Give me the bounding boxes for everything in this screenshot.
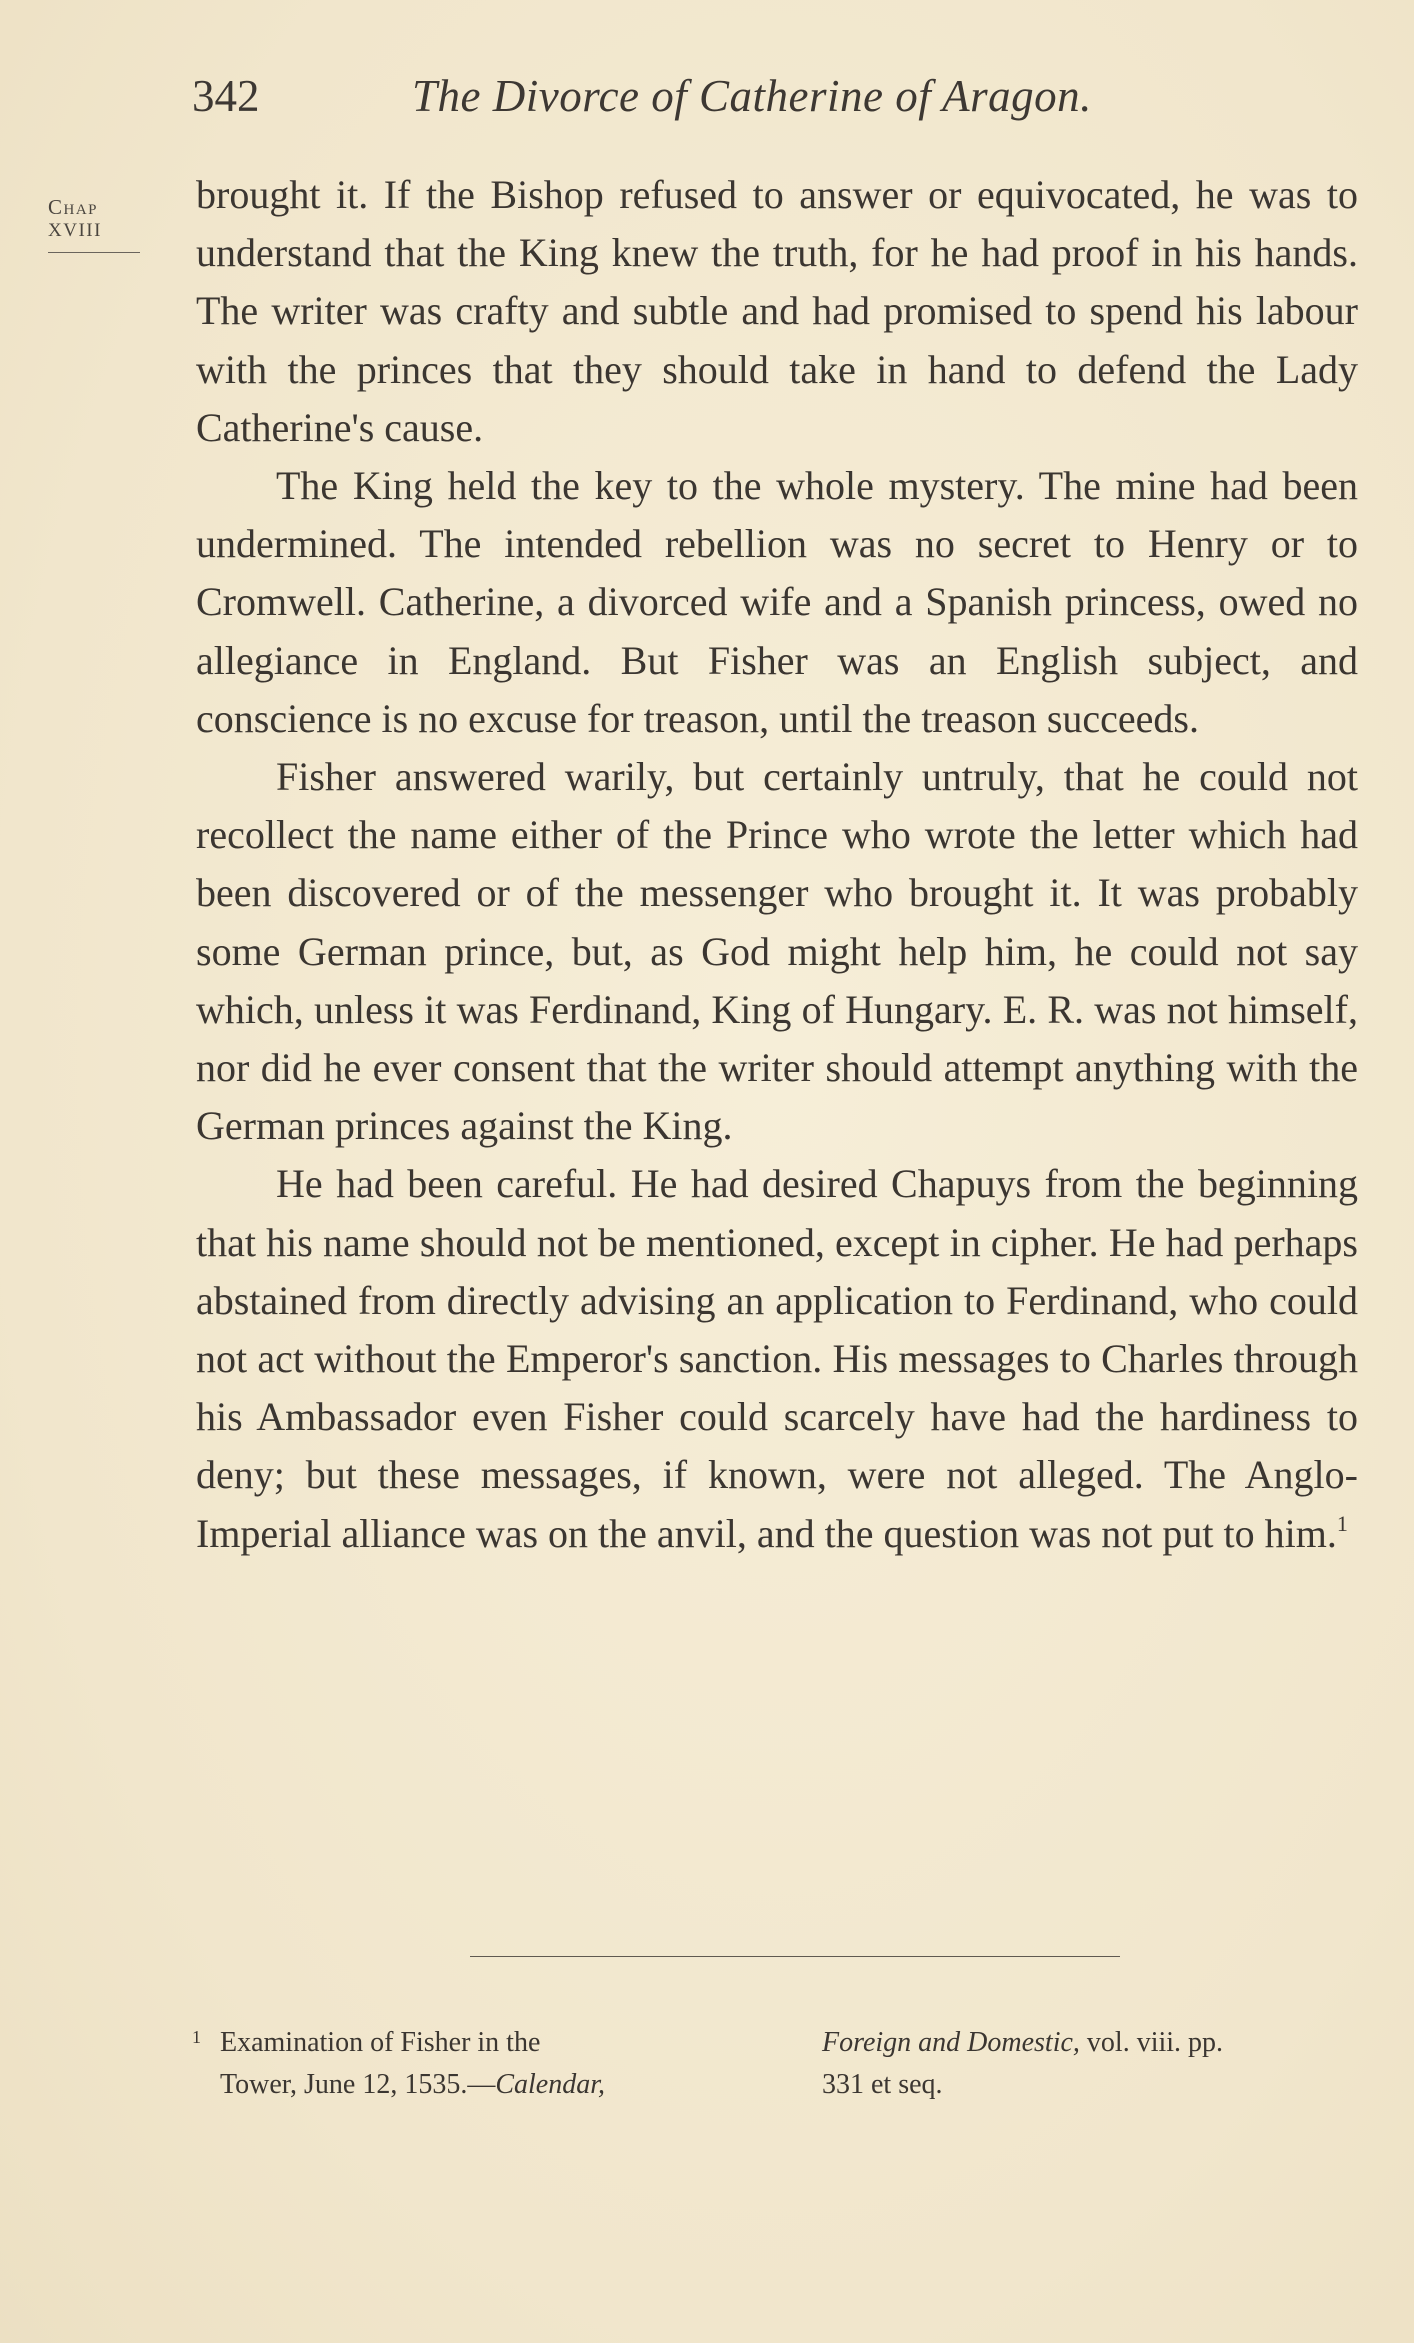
chapter-rule bbox=[48, 252, 140, 253]
footnote-right-line-1-italic: Foreign and Domestic, bbox=[822, 2027, 1080, 2058]
chapter-numeral: XVIII bbox=[48, 220, 102, 241]
footnote-right-line-1 bbox=[822, 2022, 1382, 2064]
chapter-word: Chap bbox=[48, 195, 99, 219]
footnote-left-line-2 bbox=[220, 2064, 780, 2106]
paragraph-4 bbox=[196, 1155, 1358, 1562]
footnote-right-line-2: 331 et seq. bbox=[822, 2069, 943, 2100]
footnote-right-line-1-plain: vol. viii. pp. bbox=[1079, 2027, 1224, 2058]
footnote-reference: 1 bbox=[1336, 1510, 1348, 1536]
running-title: The Divorce of Catherine of Aragon. bbox=[412, 71, 1092, 121]
footnote-rule bbox=[470, 1956, 1120, 1957]
footnote-marker: 1 bbox=[192, 2027, 201, 2047]
paragraph-4-text: He had been careful. He had desired Chapuys from the beginning that his name should not be mentioned, except in cipher. He had perhaps abstained from directly advising an application to Ferdinand, who could not act without the Emperor's sanction. His messages to Charles through his Ambassador even Fisher could scarcely have had the hardiness to deny; but these messages, if known, were not alleged. The Anglo-Imperial alliance was on the anvil, and the question was not put to him. bbox=[196, 1161, 1358, 1556]
page-number: 342 bbox=[192, 71, 260, 121]
footnote-left-line-2-italic: Calendar, bbox=[495, 2069, 606, 2100]
footnote-left-column bbox=[192, 2022, 780, 2106]
running-head bbox=[192, 70, 1192, 130]
body-text bbox=[196, 166, 1358, 1563]
paragraph-2: The King held the key to the whole mystery. The mine had been undermined. The intended rebellion was no secret to Henry or to Cromwell. Catherine, a divorced wife and a Spanish princess, owed no allegiance in England. But Fisher was an English subject, and conscience is no excuse for treason, until the treason succeeds. bbox=[196, 463, 1358, 741]
paragraph-1: brought it. If the Bishop refused to answer or equivocated, he was to understand that the King knew the truth, for he had proof in his hands. The writer was crafty and subtle and had promised to spend his labour with the princes that they should take in hand to defend the Lady Catherine's cause. bbox=[196, 172, 1358, 450]
chapter-marginal-label bbox=[48, 192, 148, 253]
paragraph-3: Fisher answered warily, but certainly untruly, that he could not recollect the name either of the Prince who wrote the letter which had been discovered or of the messenger who brought it. It was probably some German prince, but, as God might help him, he could not say which, unless it was Ferdinand, King of Hungary. E. R. was not himself, nor did he ever consent that the writer should attempt anything with the German princes against the King. bbox=[196, 754, 1358, 1149]
footnote-left-line-2-plain: Tower, June 12, 1535.— bbox=[220, 2069, 496, 2100]
footnote-left-line-1: Examination of Fisher in the bbox=[220, 2027, 541, 2058]
footnote-right-column bbox=[822, 2022, 1382, 2106]
